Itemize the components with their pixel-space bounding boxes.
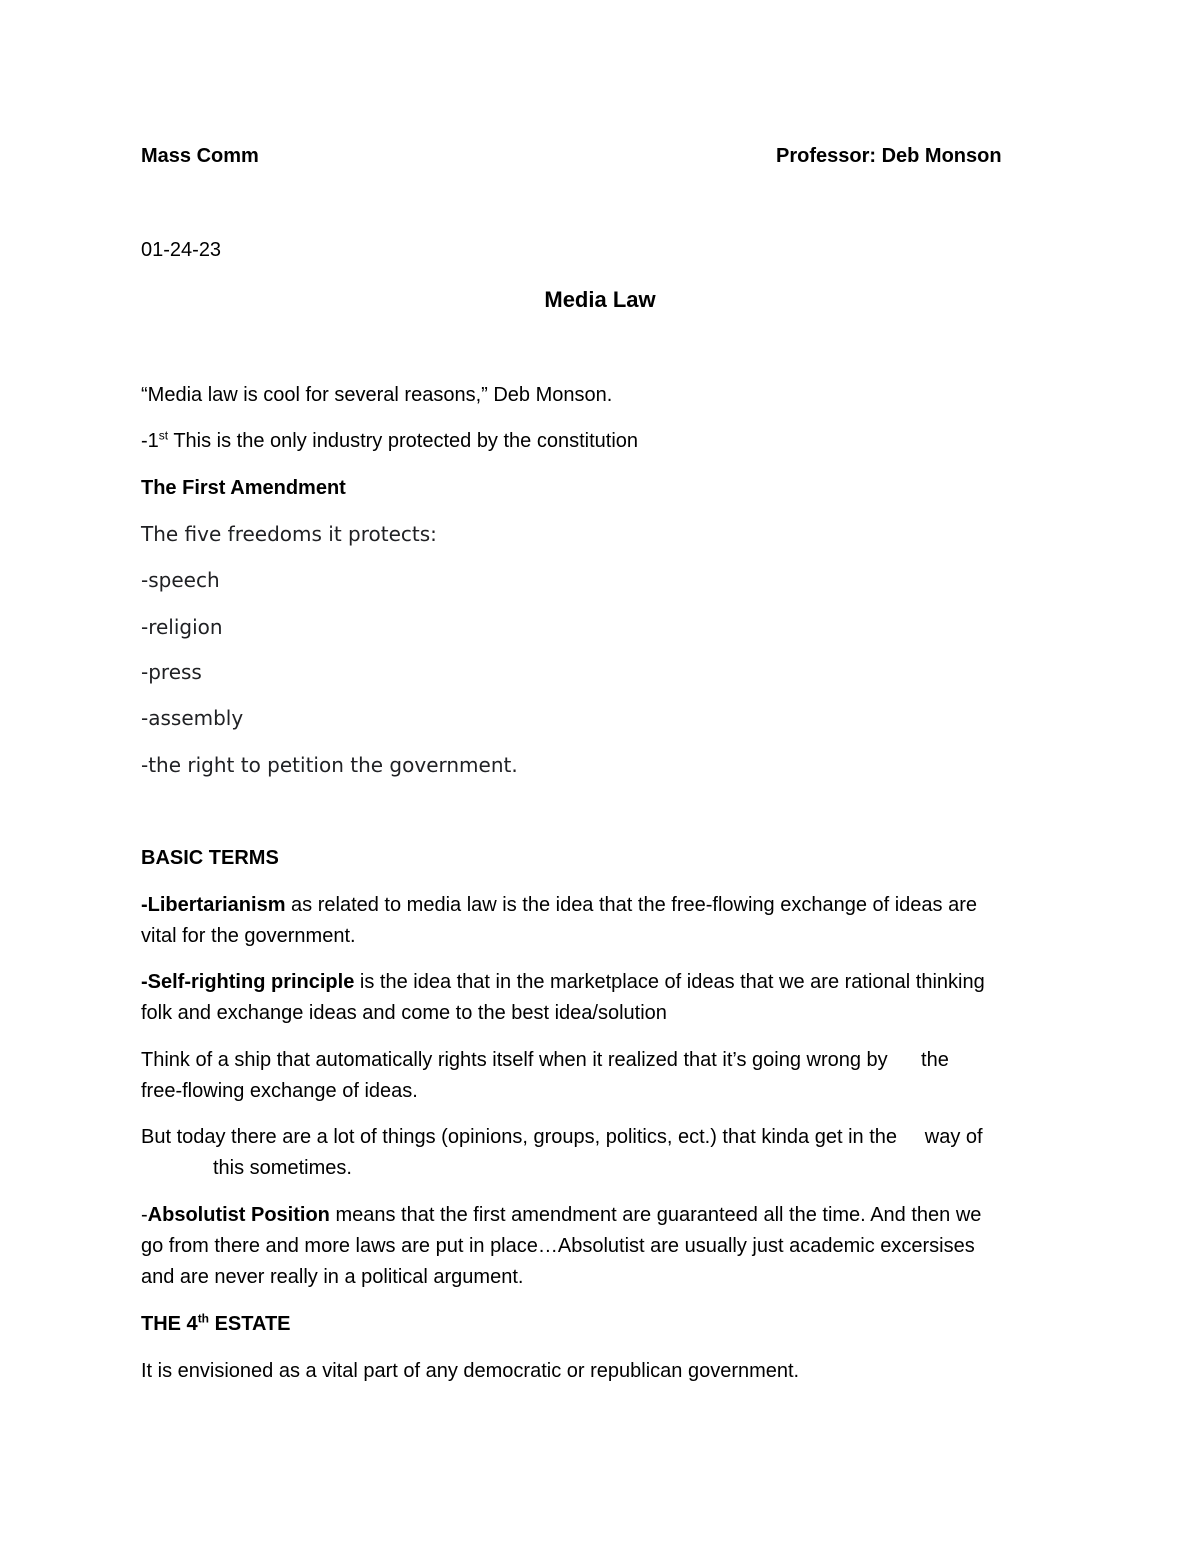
absolutist-term: Absolutist Position [147, 1204, 330, 1226]
self-righting-definition [141, 969, 985, 995]
libertarianism-continuation: vital for the government. [141, 925, 356, 947]
libertarianism-definition [141, 892, 977, 918]
self-righting-text: is the idea that in the marketplace of ideas that we are rational thinking [354, 971, 985, 993]
page-title: Media Law [544, 287, 656, 312]
self-righting-continuation: folk and exchange ideas and come to the best idea/solution [141, 1002, 667, 1024]
course-name: Mass Comm [141, 145, 259, 167]
fourth-estate-superscript: th [197, 1311, 210, 1326]
ship-analogy-continuation: free-flowing exchange of ideas. [141, 1080, 418, 1102]
fourth-estate-text: It is envisioned as a vital part of any democratic or republican government. [141, 1360, 800, 1382]
libertarianism-term: -Libertarianism [141, 894, 286, 916]
freedoms-lead: The five freedoms it protects: [141, 522, 437, 546]
absolutist-text: means that the first amendment are guaranteed all the time. And then we [329, 1204, 982, 1226]
freedom-item: -speech [141, 568, 220, 592]
fourth-estate-suffix: ESTATE [209, 1313, 291, 1335]
point-superscript: st [158, 428, 169, 443]
ship-analogy: Think of a ship that automatically rights itself when it realized that it’s going wrong by the [141, 1049, 949, 1071]
first-amendment-heading: The First Amendment [141, 477, 346, 499]
freedom-item: -the right to petition the government. [141, 753, 518, 777]
intro-point [141, 428, 638, 454]
absolutist-continuation: go from there and more laws are put in place…Absolutist are usually just academic excersises [141, 1235, 975, 1257]
today-note: But today there are a lot of things (opinions, groups, politics, ect.) that kinda get in the way of [141, 1126, 983, 1148]
point-prefix: -1 [141, 430, 159, 452]
libertarianism-text: as related to media law is the idea that the free-flowing exchange of ideas are [285, 894, 978, 916]
freedom-item: -press [141, 660, 202, 684]
professor-name: Professor: Deb Monson [776, 145, 1002, 167]
fourth-estate-prefix: THE 4 [141, 1313, 198, 1335]
absolutist-continuation: and are never really in a political argument. [141, 1266, 524, 1288]
absolutist-definition [141, 1202, 981, 1228]
freedom-item: -assembly [141, 706, 244, 730]
basic-terms-heading: BASIC TERMS [141, 847, 279, 869]
self-righting-term: -Self-righting principle [141, 971, 355, 993]
absolutist-prefix: - [141, 1204, 148, 1226]
intro-quote: “Media law is cool for several reasons,” Deb Monson. [141, 384, 613, 406]
freedom-item: -religion [141, 615, 223, 639]
lecture-date: 01-24-23 [141, 239, 222, 261]
fourth-estate-heading [141, 1311, 291, 1337]
today-note-continuation: this sometimes. [213, 1157, 352, 1179]
point-text: This is the only industry protected by the constitution [168, 430, 639, 452]
